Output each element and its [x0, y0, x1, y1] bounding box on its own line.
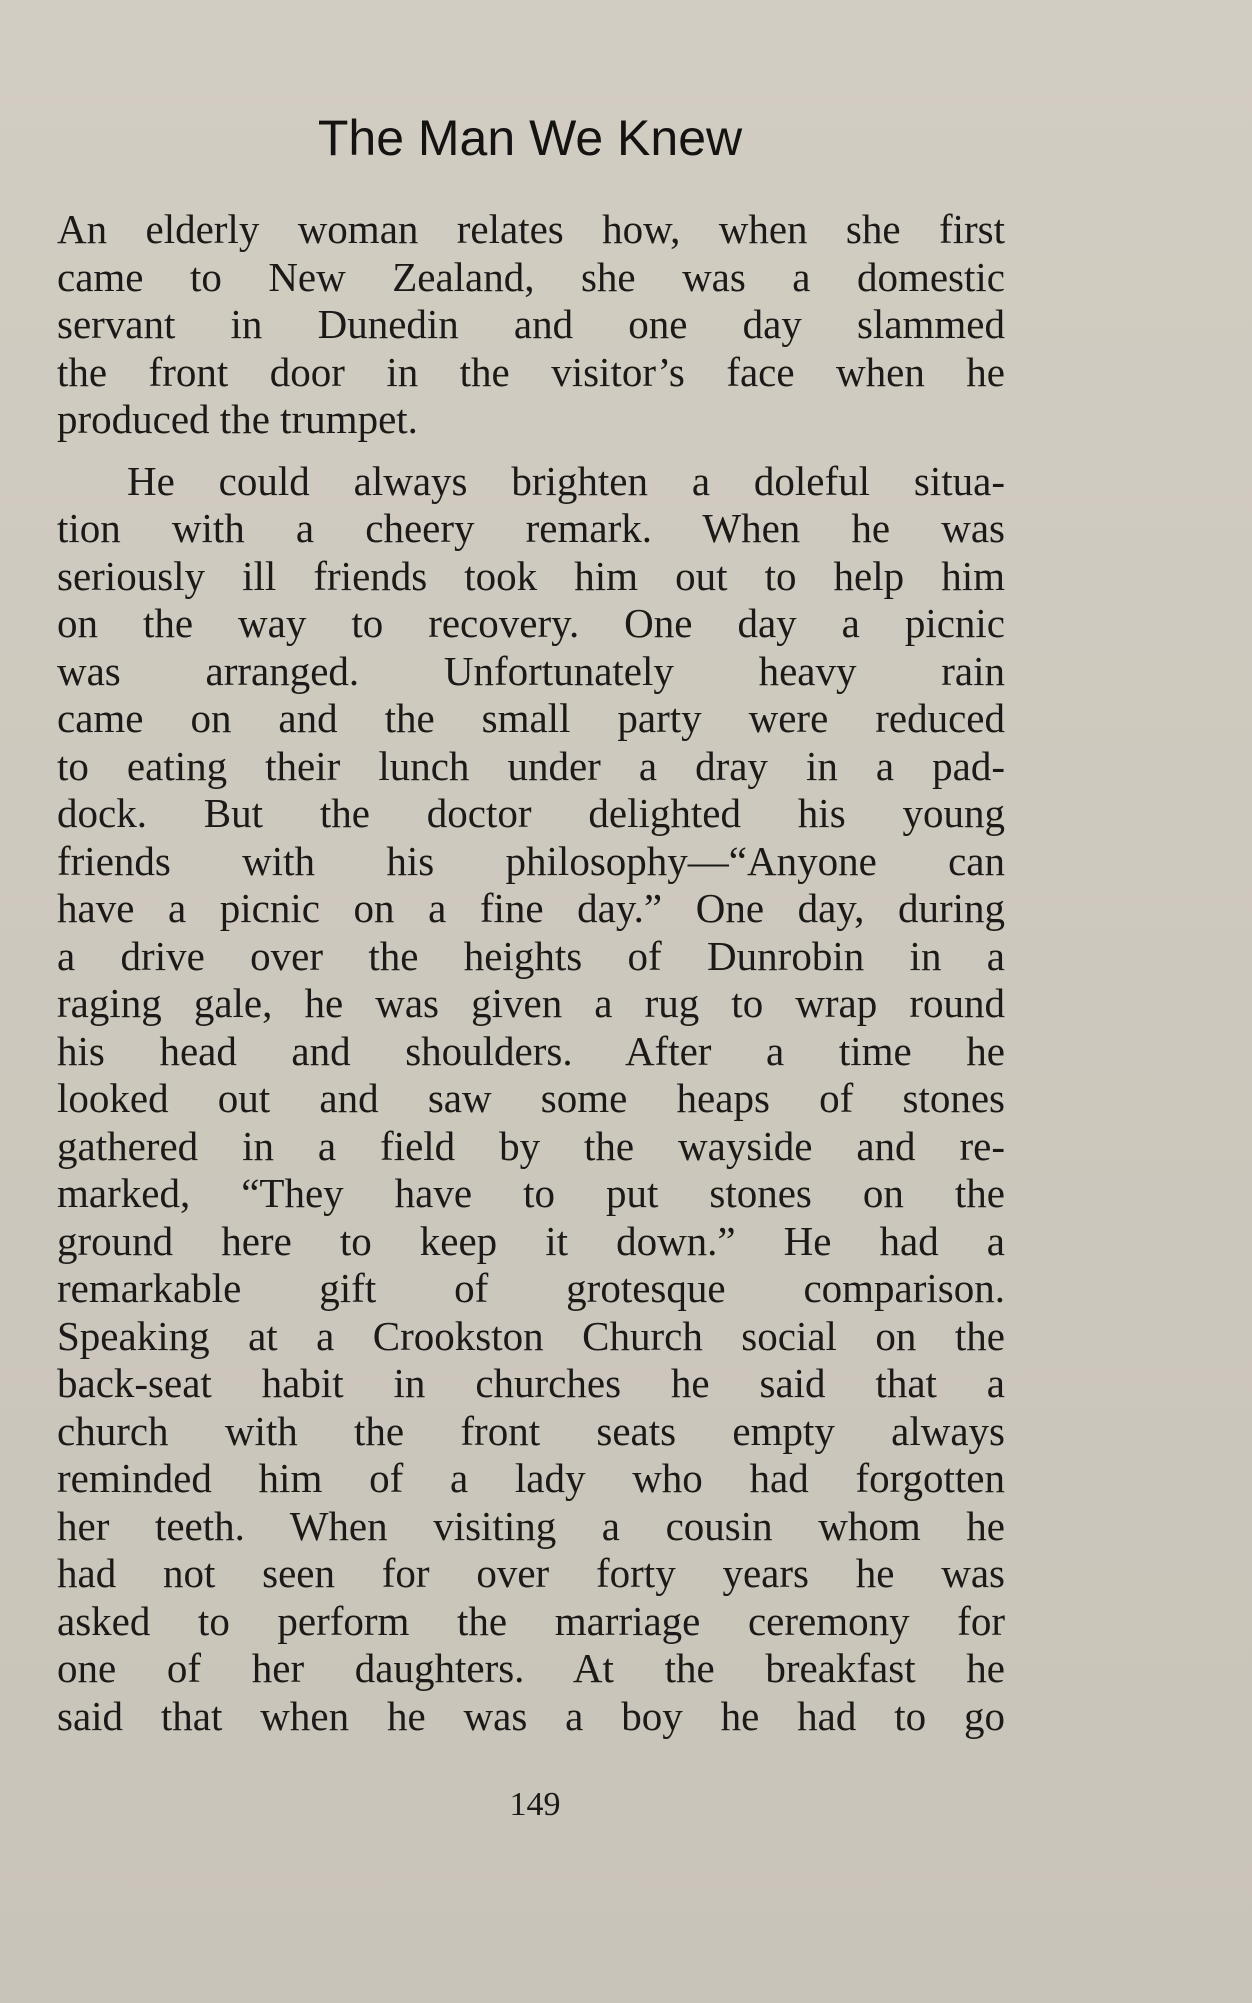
text-line: ground here to keep it down.” He had a — [57, 1217, 1005, 1264]
text-line: servant in Dunedin and one day slammed — [57, 301, 1005, 347]
text-line: reminded him of a lady who had forgotten — [57, 1455, 1005, 1501]
text-line: her teeth. When visiting a cousin whom he — [57, 1502, 1005, 1549]
text-line: to eating their lunch under a dray in a pad- — [57, 742, 1005, 789]
text-line: church with the front seats empty always — [57, 1407, 1005, 1454]
text-line: came to New Zealand, she was a domestic — [57, 253, 1005, 300]
text-line: seriously ill friends took him out to help him — [57, 552, 1005, 599]
text-line: remarkable gift of grotesque comparison. — [57, 1265, 1005, 1311]
text-line: his head and shoulders. After a time he — [57, 1027, 1005, 1074]
text-line: was arranged. Unfortunately heavy rain — [57, 647, 1005, 694]
text-line: a drive over the heights of Dunrobin in a — [57, 932, 1005, 979]
body-text — [57, 206, 1005, 1740]
text-line: marked, “They have to put stones on the — [57, 1170, 1005, 1216]
text-line: have a picnic on a fine day.” One day, during — [57, 885, 1005, 931]
text-line: had not seen for over forty years he was — [57, 1550, 1005, 1596]
text-line: the front door in the visitor’s face when he — [57, 348, 1005, 395]
text-line: asked to perform the marriage ceremony for — [57, 1597, 1005, 1644]
text-line: said that when he was a boy he had to go — [57, 1692, 1005, 1739]
text-line: Speaking at a Crookston Church social on the — [57, 1312, 1005, 1359]
text-line: came on and the small party were reduced — [57, 695, 1005, 741]
text-line: dock. But the doctor delighted his young — [57, 790, 1005, 836]
text-line-indented: He could always brighten a doleful situa- — [127, 457, 1005, 504]
text-line: back-seat habit in churches he said that a — [57, 1360, 1005, 1406]
text-line: looked out and saw some heaps of stones — [57, 1075, 1005, 1121]
text-line: friends with his philosophy—“Anyone can — [57, 837, 1005, 884]
running-head: The Man We Knew — [317, 110, 743, 166]
text-line: one of her daughters. At the breakfast he — [57, 1645, 1005, 1691]
paragraph-2 — [57, 458, 1005, 1741]
text-line: An elderly woman relates how, when she first — [57, 206, 1005, 252]
page-number: 149 — [509, 1786, 561, 1823]
paragraph-gap — [57, 444, 1005, 458]
text-line: gathered in a field by the wayside and re- — [57, 1122, 1005, 1169]
text-line: produced the trumpet. — [57, 396, 418, 442]
text-line: tion with a cheery remark. When he was — [57, 505, 1005, 551]
text-line: on the way to recovery. One day a picnic — [57, 600, 1005, 646]
paragraph-1 — [57, 206, 1005, 444]
text-line: raging gale, he was given a rug to wrap round — [57, 980, 1005, 1026]
